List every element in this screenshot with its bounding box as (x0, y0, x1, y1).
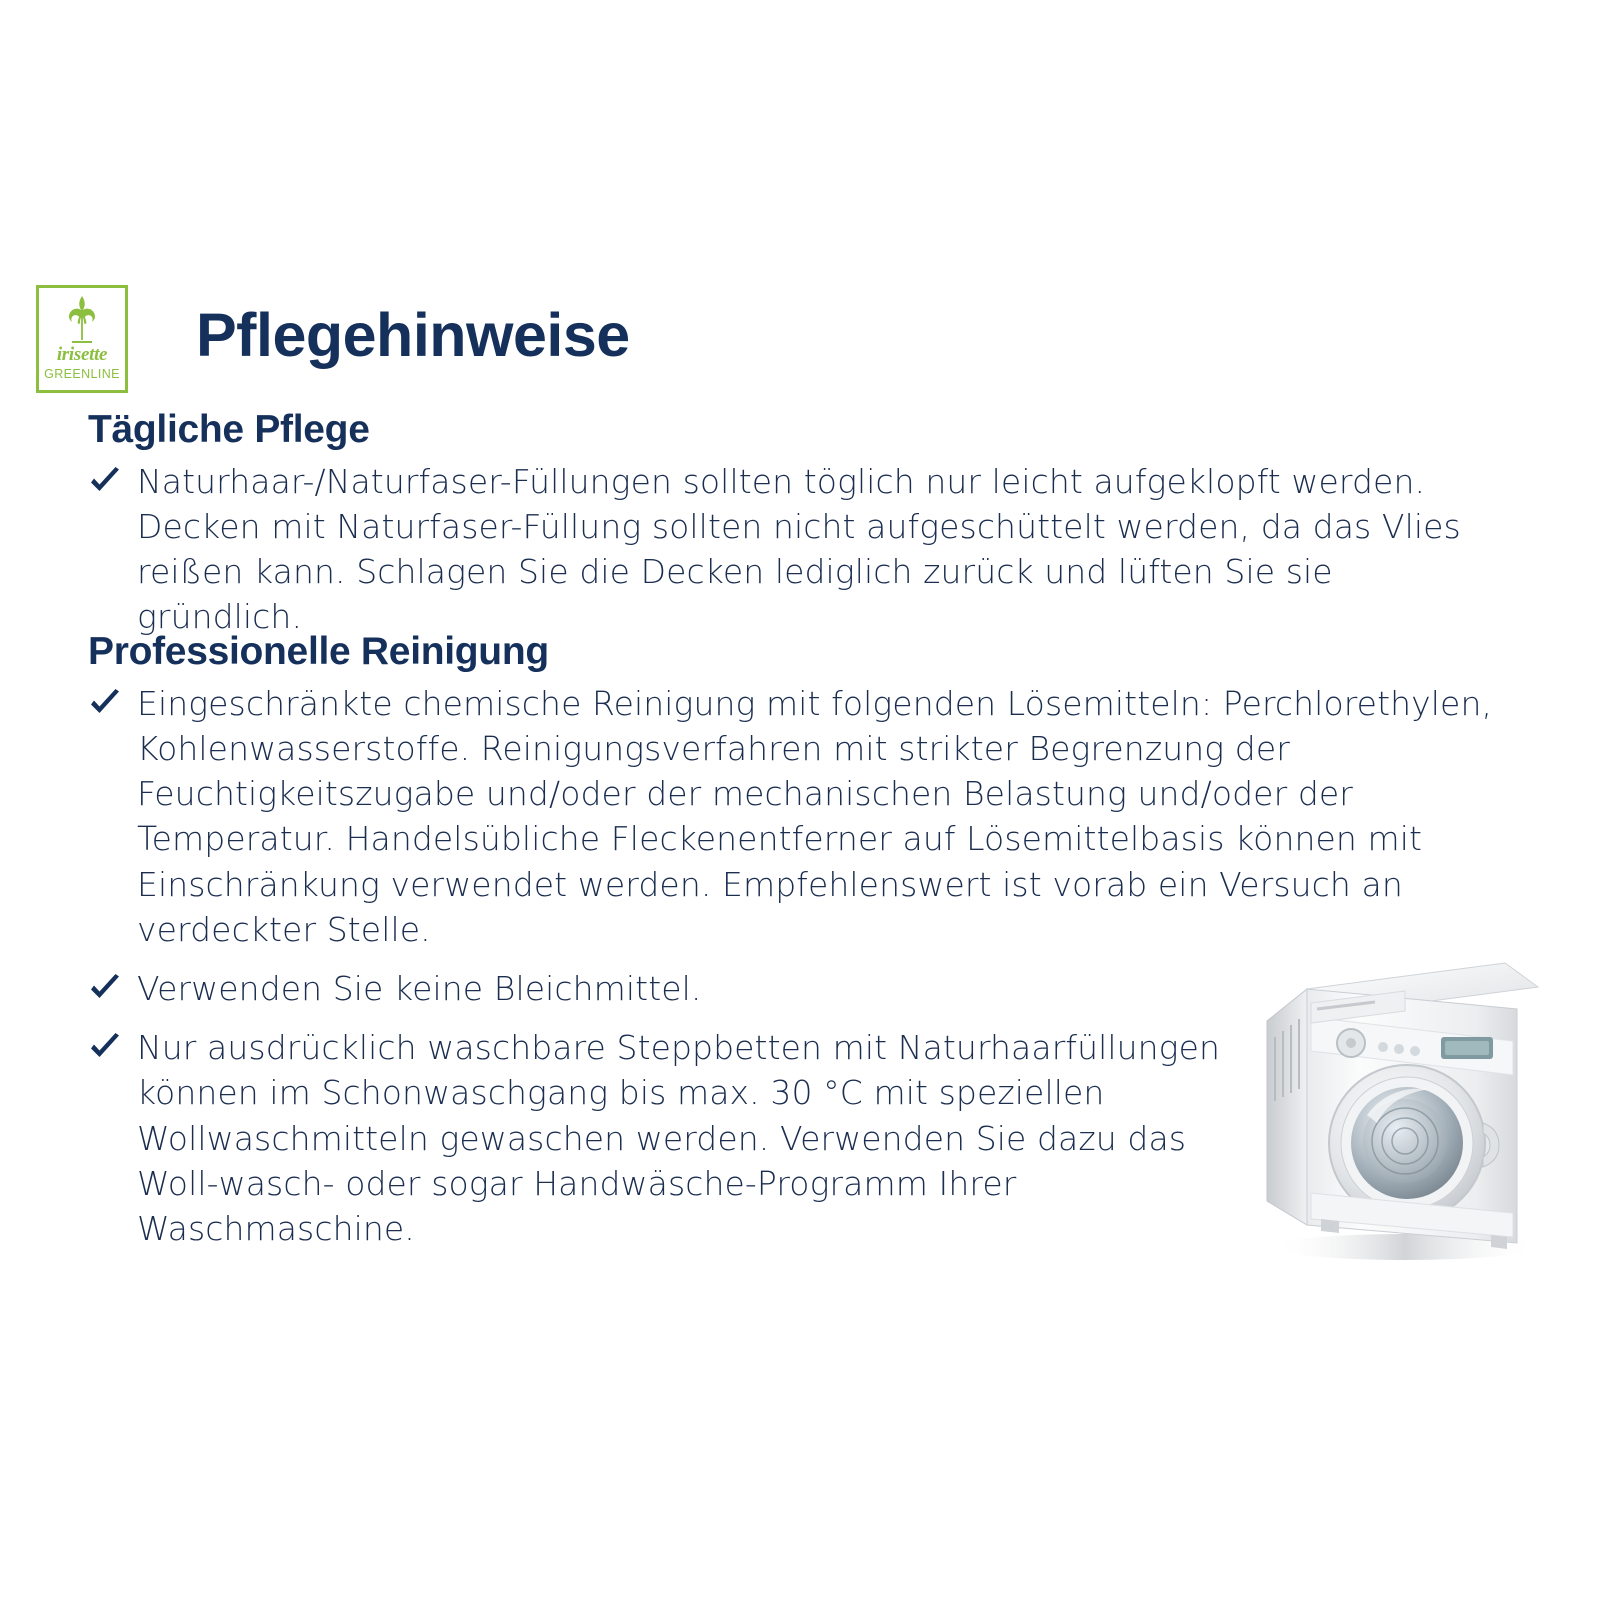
check-icon (88, 972, 122, 1006)
brand-subline: GREENLINE (44, 367, 120, 381)
brand-logo (36, 285, 128, 393)
list-item (88, 681, 1508, 952)
list-item (88, 459, 1508, 640)
list-item-text: Eingeschränkte chemische Reinigung mit folgenden Lösemitteln: Perchlorethylen, Kohlenwasserstoffe. Reinigungsverfahren mit strikter Begrenzung der Feuchtigkeitszugabe und/oder der mechanischen Belastung und/oder der Temperatur. Handelsübliche Fleckenentferner auf Lösemittelbasis können mit Einschränkung verwendet werden. Empfehlenswert ist vorab ein Versuch an verdeckter Stelle. (137, 683, 1493, 949)
list-item-text: Naturhaar-/Naturfaser-Füllungen sollten töglich nur leicht aufgeklopft werden. Decken mit Naturfaser-Füllung sollten nicht aufgeschüttelt werden, da das Vlies reißen kann. Schlagen Sie die Decken lediglich zurück und lüften Sie sie gründlich. (137, 461, 1461, 637)
fleur-de-lis-icon (59, 294, 105, 344)
page-title: Pflegehinweise (196, 301, 630, 369)
section-title: Tägliche Pflege (88, 408, 370, 451)
brand-wordmark: irisette (56, 344, 108, 365)
check-icon (88, 465, 122, 499)
check-icon (88, 687, 122, 721)
washing-machine-illustration (1255, 925, 1550, 1275)
section-title: Professionelle Reinigung (88, 630, 549, 673)
list-item (88, 1025, 1247, 1251)
list-item-text: Verwenden Sie keine Bleichmittel. (137, 969, 702, 1009)
section-daily-care (88, 408, 1508, 654)
list-item-text: Nur ausdrücklich waschbare Steppbetten mit Naturhaarfüllungen können im Schonwaschgang bis max. 30 °C mit speziellen Wollwaschmitteln gewaschen werden. Verwenden Sie dazu das Woll-wasch- oder sogar Handwäsche-Programm Ihrer Waschmaschine. (137, 1028, 1220, 1249)
check-icon (88, 1031, 122, 1065)
